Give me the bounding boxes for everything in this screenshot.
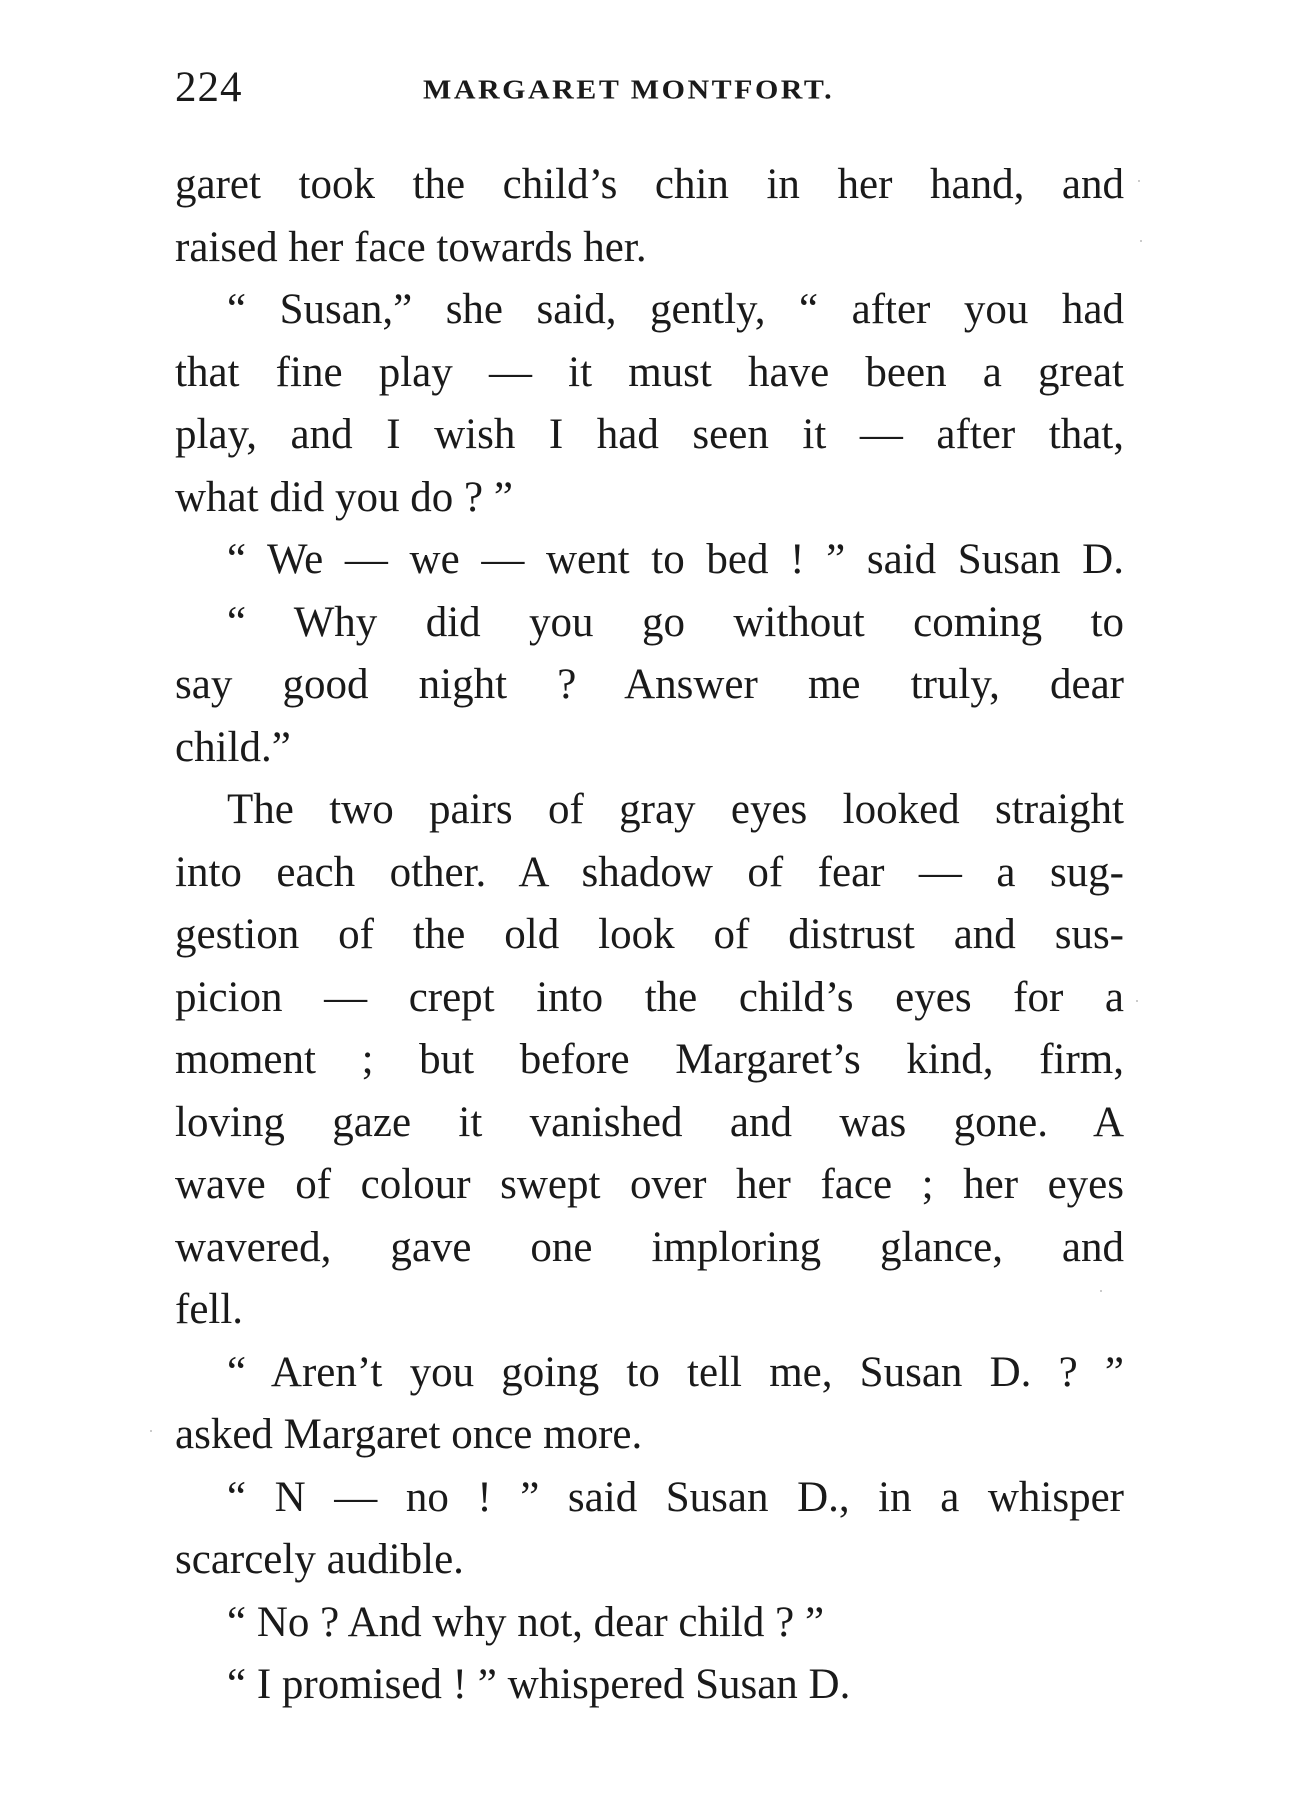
scan-speck	[150, 1430, 152, 1432]
text-line: say good night ? Answer me truly, dear	[175, 661, 1124, 708]
text-line: “ Susan,” she said, gently, “ after you had	[227, 286, 1124, 333]
text-line: “ N — no ! ” said Susan D., in a whisper	[227, 1473, 1124, 1521]
running-head	[175, 58, 1124, 118]
scan-speck	[1100, 1290, 1102, 1292]
text-line: into each other. A shadow of fear — a sug-	[175, 848, 1124, 896]
running-title: MARGARET MONTFORT.	[423, 74, 835, 105]
text-line: “ Aren’t you going to tell me, Susan D. ? ”	[227, 1348, 1124, 1396]
text-line: picion — crept into the child’s eyes for a	[175, 973, 1124, 1021]
scan-speck	[1140, 240, 1142, 242]
text-line: gestion of the old look of distrust and sus-	[175, 911, 1124, 958]
text-line: what did you do ? ”	[175, 473, 513, 521]
scan-speck	[1136, 1000, 1138, 1002]
page-number: 224	[175, 64, 243, 111]
text-line: that fine play — it must have been a great	[175, 348, 1124, 396]
text-line: garet took the child’s chin in her hand, and	[175, 161, 1124, 208]
text-line: asked Margaret once more.	[175, 1411, 643, 1458]
body-text	[175, 154, 1124, 1717]
text-line: The two pairs of gray eyes looked straight	[227, 786, 1124, 833]
text-line: wave of colour swept over her face ; her eyes	[175, 1161, 1124, 1208]
text-line: “ Why did you go without coming to	[227, 598, 1124, 646]
text-line: fell.	[175, 1286, 244, 1333]
text-line: “ We — we — went to bed ! ” said Susan D.	[227, 536, 1124, 583]
text-line: play, and I wish I had seen it — after that,	[175, 411, 1124, 458]
text-line: wavered, gave one imploring glance, and	[175, 1223, 1124, 1271]
text-line: scarcely audible.	[175, 1536, 464, 1583]
text-line: loving gaze it vanished and was gone. A	[175, 1098, 1124, 1146]
text-line: “ No ? And why not, dear child ? ”	[227, 1598, 825, 1646]
scan-speck	[1138, 180, 1140, 182]
text-line: raised her face towards her.	[175, 223, 647, 271]
text-line: moment ; but before Margaret’s kind, firm,	[175, 1036, 1124, 1083]
text-line: child.”	[175, 723, 291, 771]
text-line: “ I promised ! ” whispered Susan D.	[227, 1661, 851, 1708]
